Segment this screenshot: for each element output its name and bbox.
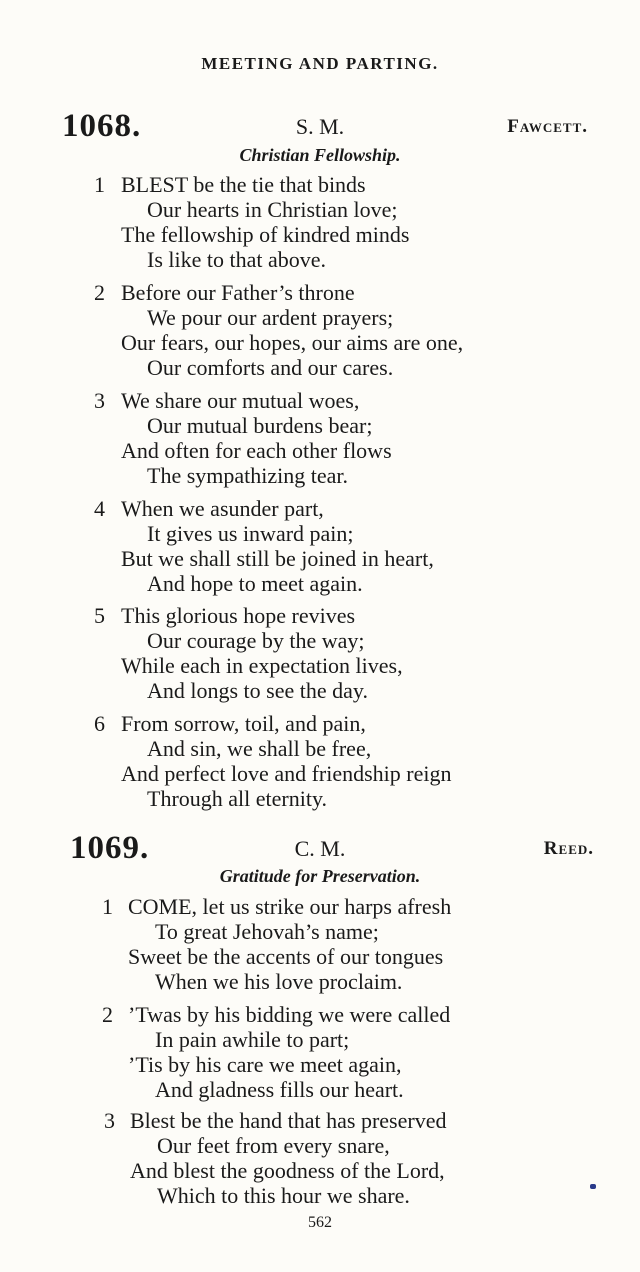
ink-mark [590, 1184, 596, 1189]
verse-line: We pour our ardent prayers; [147, 305, 394, 330]
verse-line: Our courage by the way; [147, 628, 365, 653]
hymn-header [0, 830, 640, 864]
verse-line: To great Jehovah’s name; [155, 919, 379, 944]
verse-line: ’Tis by his care we meet again, [128, 1052, 402, 1077]
verse-number: 1 [94, 172, 105, 197]
verse-line: Blest be the hand that has preserved [130, 1108, 447, 1133]
verse-line: From sorrow, toil, and pain, [121, 711, 366, 736]
verse-line: Our hearts in Christian love; [147, 197, 398, 222]
verse-line: And perfect love and friendship reign [121, 761, 452, 786]
verse-line: Through all eternity. [147, 786, 328, 811]
running-head: MEETING AND PARTING. [201, 54, 439, 73]
verse-line: The sympathizing tear. [147, 463, 348, 488]
hymn-meter: C. M. [294, 836, 346, 861]
verse-line: Which to this hour we share. [157, 1183, 410, 1208]
hymn-number: 1069. [70, 830, 150, 866]
verse-line: Sweet be the accents of our tongues [128, 944, 444, 969]
verse-line: And gladness fills our heart. [155, 1077, 404, 1102]
verse-number: 5 [94, 603, 105, 628]
verse-number: 4 [94, 496, 105, 521]
verse-number: 2 [94, 280, 105, 305]
verse-line: And often for each other flows [121, 438, 392, 463]
verse-line: While each in expectation lives, [121, 653, 403, 678]
hymn-subtitle: Gratitude for Preservation. [219, 866, 421, 886]
verse-line: Our mutual burdens bear; [147, 413, 373, 438]
verse-line: Our fears, our hopes, our aims are one, [121, 330, 464, 355]
verse-number: 1 [102, 894, 113, 919]
page-number: 562 [308, 1214, 332, 1231]
verse-line: But we shall still be joined in heart, [121, 546, 434, 571]
verse-line: It gives us inward pain; [147, 521, 354, 546]
verse-number: 3 [104, 1108, 115, 1133]
verse-line: In pain awhile to part; [155, 1027, 350, 1052]
verse-line: And longs to see the day. [147, 678, 368, 703]
verse-line: When we his love proclaim. [155, 969, 403, 994]
verse-number: 3 [94, 388, 105, 413]
verse-line: Our feet from every snare, [157, 1133, 390, 1158]
verse-line: ’Twas by his bidding we were called [128, 1002, 451, 1027]
hymn-number: 1068. [62, 108, 142, 144]
verse-line: This glorious hope revives [121, 603, 356, 628]
verse-line: We share our mutual woes, [121, 388, 360, 413]
hymn-header [0, 108, 640, 142]
verse-line: When we asunder part, [121, 496, 324, 521]
verse-line: COME, let us strike our harps afresh [128, 894, 452, 919]
hymn-composer: Fawcett. [507, 116, 588, 137]
verse-line: The fellowship of kindred minds [121, 222, 410, 247]
verse-line: BLEST be the tie that binds [121, 172, 366, 197]
verse-line: Before our Father’s throne [121, 280, 355, 305]
verse-line: Is like to that above. [147, 247, 327, 272]
verse-number: 6 [94, 711, 105, 736]
hymn-subtitle: Christian Fellowship. [239, 145, 401, 165]
hymn-meter: S. M. [295, 114, 345, 139]
verse-line: And blest the goodness of the Lord, [130, 1158, 445, 1183]
verse-line: And sin, we shall be free, [147, 736, 372, 761]
hymn-composer: Reed. [543, 838, 594, 859]
verse-line: And hope to meet again. [147, 571, 363, 596]
verse-number: 2 [102, 1002, 113, 1027]
verse-line: Our comforts and our cares. [147, 355, 394, 380]
